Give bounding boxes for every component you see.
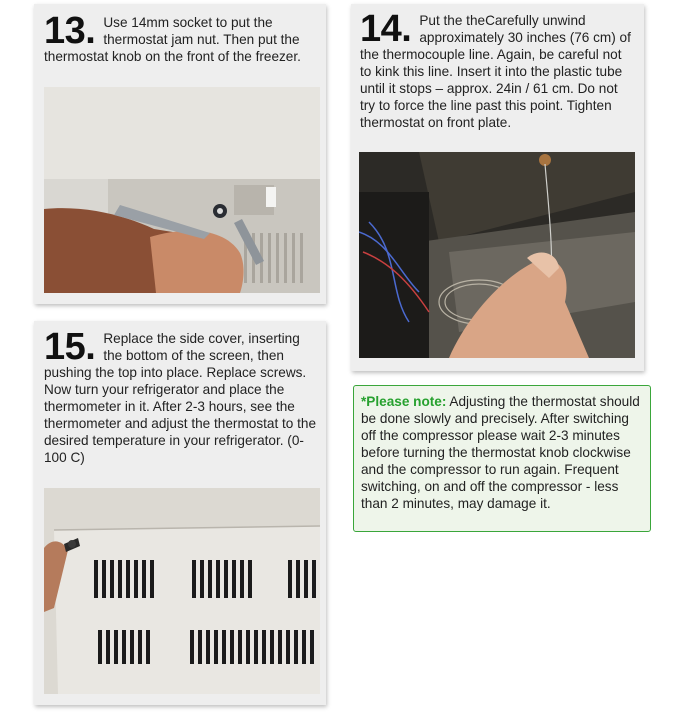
step-13-number: 13.: [44, 10, 96, 52]
step-14-card: [351, 4, 644, 371]
step-15-card: [34, 321, 326, 705]
step-13-text-block: [44, 10, 316, 65]
step-15-number: 15.: [44, 326, 96, 368]
step-14-text: Put the theCarefully unwind approximately 30 inches (76 cm) of the thermocouple line. Again, be careful not to kink this line. Insert it into the plastic tube until it stops – approx. 24in / 61 cm. Do not try to force the line past this point. Tighten thermostat on front plate.: [360, 13, 631, 130]
step-15-photo: [44, 488, 320, 694]
please-note-label: *Please note:: [361, 394, 447, 409]
please-note-box: [353, 385, 651, 532]
step-13-text: Use 14mm socket to put the thermostat jam nut. Then put the thermostat knob on the front of the freezer.: [44, 15, 301, 64]
step-15-text: Replace the side cover, inserting the bottom of the screen, then pushing the top into place. Replace screws. Now turn your refrigerator and place the thermometer in it. After 2-3 hours, see the thermometer and adjust the thermostat to the desired temperature in your refrigerator. (0-100 C): [44, 331, 317, 465]
step-13-card: [34, 4, 326, 304]
step-14-number: 14.: [360, 8, 412, 50]
step-15-text-block: [44, 326, 319, 466]
step-14-text-block: [360, 8, 636, 131]
step-13-photo: [44, 87, 320, 293]
step-14-photo: [359, 152, 635, 358]
please-note-text: Adjusting the thermostat should be done slowly and precisely. After switching off the compressor please wait 2-3 minutes before turning the thermostat knob clockwise and the compressor to run again. Frequent switching, on and off the compressor - less than 2 minutes, may damage it.: [361, 394, 640, 511]
